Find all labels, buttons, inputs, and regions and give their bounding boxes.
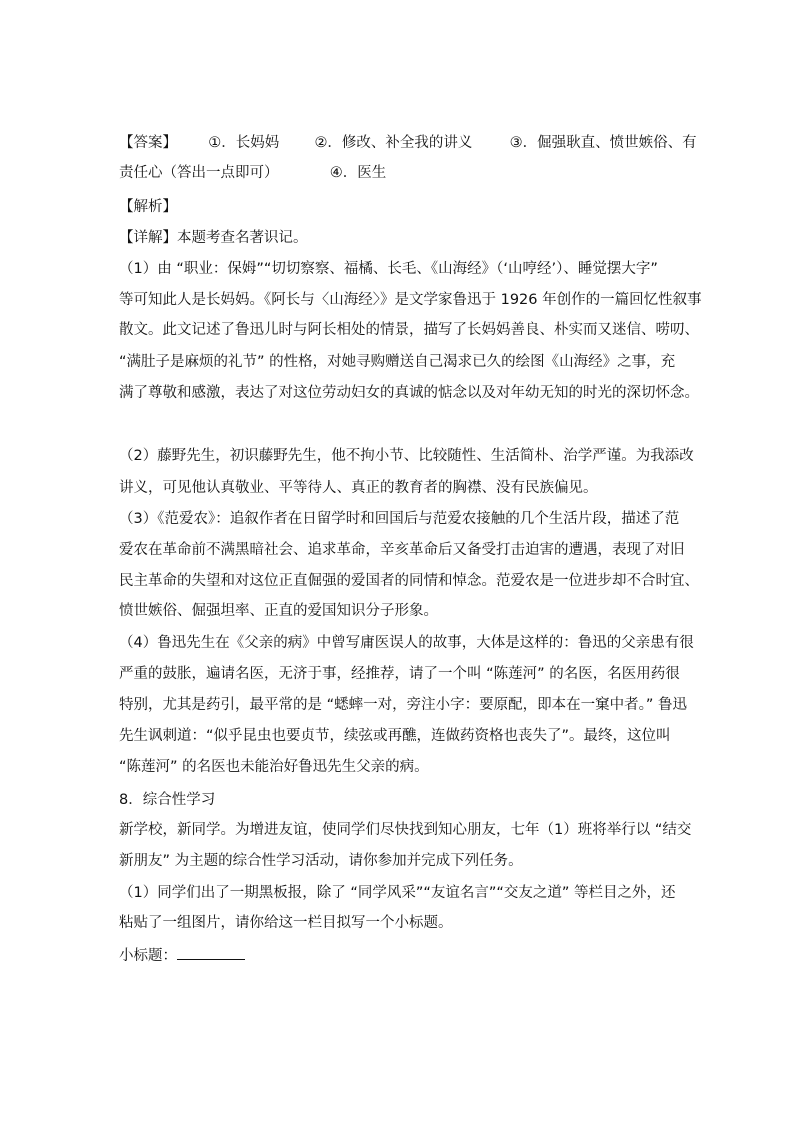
q8-intro-line: 新学校，新同学。为增进友谊，使同学们尽快找到知心朋友，七年（1）班将举行以 “结交 xyxy=(119,822,692,838)
answer-1: ①．长妈妈 xyxy=(208,135,280,151)
p1-line: 满了尊敬和感激，表达了对这位劳动妇女的真诚的惦念以及对年幼无知的时光的深切怀念。 xyxy=(119,385,699,401)
analysis-tag: 【解析】 xyxy=(119,199,177,215)
q8-task1-line: （1）同学们出了一期黑板报，除了 “同学风采”“友谊名言”“交友之道” 等栏目之外，还 xyxy=(119,885,676,901)
answer-line-2 xyxy=(119,163,386,183)
q8-intro-line: 新朋友” 为主题的综合性学习活动，请你参加并完成下列任务。 xyxy=(119,853,523,869)
p1-line: “满肚子是麻烦的礼节” 的性格，对她寻购赠送自己渴求已久的绘图《山海经》之事，充 xyxy=(119,354,676,370)
answer-4: ④．医生 xyxy=(329,165,387,181)
p3-line: 民主革命的失望和对这位正直倔强的爱国者的同情和悼念。范爱农是一位进步却不合时宜、 xyxy=(119,573,699,589)
answer-line xyxy=(119,133,697,153)
subtitle-label: 小标题： xyxy=(119,948,177,964)
subtitle-row xyxy=(119,945,245,966)
answer-tag: 【答案】 xyxy=(119,135,177,151)
p3-line: 爱农在革命前不满黑暗社会、追求革命，辛亥革命后又备受打击迫害的遭遇，表现了对旧 xyxy=(119,542,685,558)
p4-line: （4）鲁迅先生在《父亲的病》中曾写庸医误人的故事，大体是这样的：鲁迅的父亲患有很 xyxy=(119,635,694,651)
detail-line: 【详解】本题考查名著识记。 xyxy=(119,230,308,246)
p4-line: 先生讽刺道：“似乎昆虫也要贞节，续弦或再醮，连做药资格也丧失了”。最终，这位叫 xyxy=(119,728,671,744)
q8-task1-line: 粘贴了一组图片，请你给这一栏目拟写一个小标题。 xyxy=(119,915,453,931)
p3-line: （3）《范爱农》：追叙作者在日留学时和回国后与范爱农接触的几个生活片段，描述了范 xyxy=(119,511,680,527)
subtitle-blank[interactable] xyxy=(177,945,245,960)
p1-line: 等可知此人是长妈妈。《阿长与〈山海经〉》是文学家鲁迅于 1926 年创作的一篇回忆性叙事 xyxy=(119,292,702,308)
p2-line: 讲义，可见他认真敬业、平等待人、真正的教育者的胸襟、没有民族偏见。 xyxy=(119,480,598,496)
p2-line: （2）藤野先生，初识藤野先生，他不拘小节、比较随性、生活简朴、治学严谨。为我添改 xyxy=(119,448,694,464)
p4-line: 严重的鼓胀，遍请名医，无济于事，经推荐，请了一个叫 “陈莲河” 的名医，名医用药很 xyxy=(119,666,680,682)
answer-2: ②．修改、补全我的讲义 xyxy=(314,135,473,151)
answer-3: ③．倔强耿直、愤世嫉俗、有 xyxy=(509,135,697,151)
q8-title: 8．综合性学习 xyxy=(119,792,216,808)
p3-line: 愤世嫉俗、倔强坦率、正直的爱国知识分子形象。 xyxy=(119,603,438,619)
p4-line: “陈莲河” 的名医也未能治好鲁迅先生父亲的病。 xyxy=(119,759,429,775)
p4-line: 特别，尤其是药引，最平常的是 “蟋蟀一对，旁注小字：要原配，即本在一窠中者。” 鲁迅 xyxy=(119,697,687,713)
answer-3-cont: 责任心（答出一点即可） xyxy=(119,165,279,181)
p1-line: （1）由 “职业：保姆”“切切察察、福橘、长毛、《山海经》（‘山哼经’）、睡觉摆大字” xyxy=(119,261,658,277)
p1-line: 散文。此文记述了鲁迅儿时与阿长相处的情景，描写了长妈妈善良、朴实而又迷信、唠叨、 xyxy=(119,322,699,338)
